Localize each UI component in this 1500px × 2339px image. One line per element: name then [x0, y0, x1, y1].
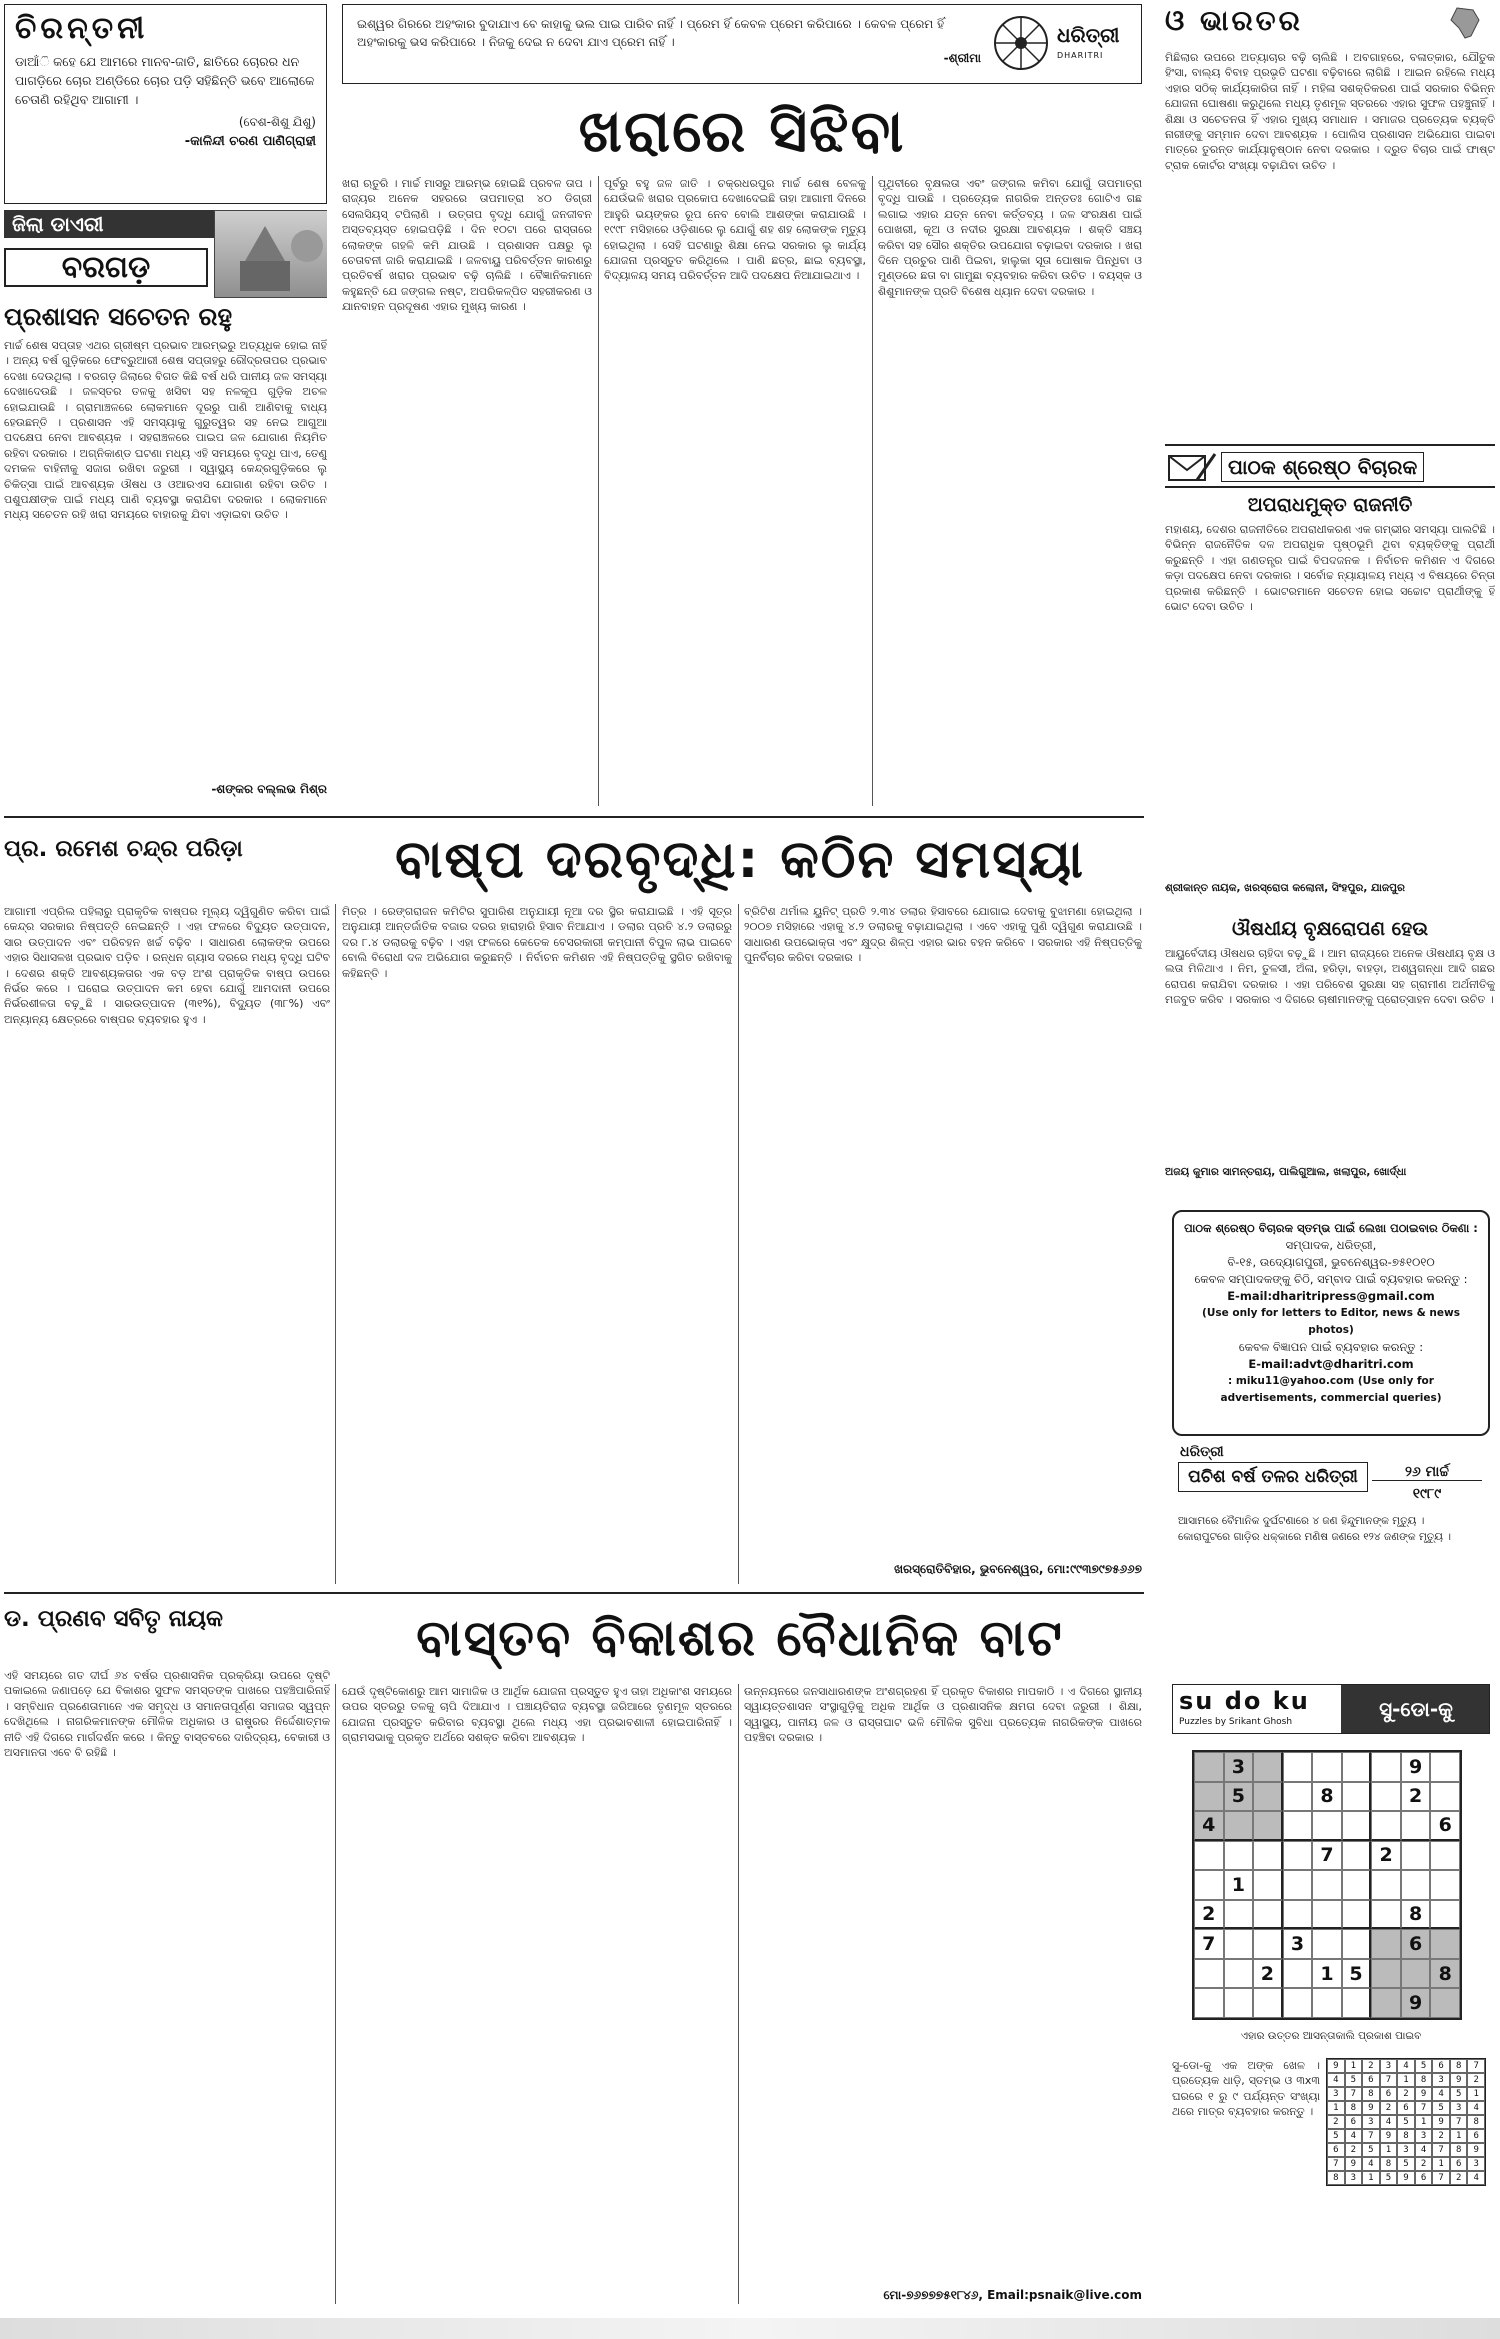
sudoku-cell[interactable]: [1430, 1782, 1460, 1812]
article-bashpa-title: ବାଷ୍ପ ଦରବୃଦ୍ଧି: କଠିନ ସମସ୍ୟା: [395, 830, 1085, 890]
sudoku-solution-cell: 5: [1450, 2087, 1468, 2101]
sudoku-solution-cell: 1: [1415, 2115, 1433, 2129]
sudoku-cell[interactable]: [1283, 1811, 1313, 1841]
sudoku-solution-cell: 1: [1362, 2171, 1380, 2185]
sudoku-solution-cell: 3: [1415, 2129, 1433, 2143]
sudoku-cell[interactable]: [1194, 1959, 1224, 1989]
sudoku-solution-cell: 8: [1362, 2087, 1380, 2101]
contact-line-2: ସମ୍ପାଦକ, ଧରିତ୍ରୀ,: [1285, 1238, 1377, 1252]
logo-sub: DHARITRI: [1057, 51, 1104, 60]
sudoku-cell[interactable]: [1312, 1988, 1342, 2018]
sudoku-cell[interactable]: [1371, 1782, 1401, 1812]
sudoku-solution-cell: 8: [1415, 2073, 1433, 2087]
sudoku-solution-cell: 5: [1327, 2129, 1345, 2143]
sudoku-solution-cell: 2: [1415, 2157, 1433, 2171]
sudoku-cell[interactable]: [1312, 1900, 1342, 1930]
sudoku-solution-cell: 2: [1327, 2115, 1345, 2129]
sudoku-solution-cell: 1: [1467, 2087, 1485, 2101]
sudoku-cell[interactable]: [1194, 1782, 1224, 1812]
sudoku-cell[interactable]: [1371, 1870, 1401, 1900]
article-bashpa-sig: ଖରସ୍ରୋତିବିହାର, ଭୁବନେଶ୍ୱର, ମୋ:୯୯୩୭୯୭୫୬୬୭: [894, 1562, 1142, 1576]
sudoku-solution-cell: 7: [1415, 2101, 1433, 2115]
contact-line-3: ବି-୧୫, ଉଦ୍ୟୋଗପୁରୀ, ଭୁବନେଶ୍ୱର-୭୫୧୦୧୦: [1227, 1255, 1435, 1269]
letter-1-author: ଶ୍ରୀକାନ୍ତ ନାୟକ, ଖରସ୍ରୋତା କଲୋନୀ, ସିଂହପୁର, ଯାଜପୁର: [1165, 882, 1405, 894]
sudoku-cell[interactable]: [1371, 1752, 1401, 1782]
sudoku-cell[interactable]: [1342, 1900, 1372, 1930]
sudoku-cell[interactable]: [1283, 1900, 1313, 1930]
letter-2-author: ଅଜୟ କୁମାର ସାମନ୍ତରାୟ, ପାଲିଗୁଆଲ, ଖଲାପୁର, ଖୋର୍ଦ୍ଧା: [1165, 1166, 1407, 1178]
sudoku-solution-cell: 3: [1362, 2115, 1380, 2129]
pachisha-date-2: ୧୯୮୯: [1412, 1486, 1442, 1502]
sudoku-solution-cell: 9: [1450, 2073, 1468, 2087]
sudoku-cell[interactable]: [1283, 1988, 1313, 2018]
sudoku-cell[interactable]: [1430, 1988, 1460, 2018]
article-kharare-col2: ପୂର୍ବରୁ ବହୁ ଜଳ ଜାତି । ଚକ୍ରଧରପୁର ମାର୍ଚ୍ଚ ଶେଷ ବେଳକୁ ଯେଉଁଭଳି ଖରାର ପ୍ରକୋପ ଦେଖାଦେଇଛି ତାହା ଆଗାମୀ ଦିନରେ ଆହୁରି ଭୟଙ୍କର ରୂପ ନେବ ବୋଲି ଆଶଙ୍କା କରାଯାଉଛି । ୧୯୯୮ ମସିହାରେ ଓଡ଼ିଶାରେ ଲୁ ଯୋଗୁଁ ଶହ ଶହ ଲୋକଙ୍କ ମୃତ୍ୟୁ ହୋଇଥିଲା । ସେହି ଘଟଣାରୁ ଶିକ୍ଷା ନେଇ ସରକାର ଲୁ କାର୍ଯ୍ୟ ଯୋଜନା ପ୍ରସ୍ତୁତ କରିଥିଲେ । ପାଣି ଛତ୍ର, ଛାଇ ବ୍ୟବସ୍ଥା, ବିଦ୍ୟାଳୟ ସମୟ ପରିବର୍ତ୍ତନ ଆଦି ପଦକ୍ଷେପ ନିଆଯାଇଥାଏ ।: [604, 177, 866, 283]
sudoku-solution-cell: 7: [1362, 2129, 1380, 2143]
sudoku-cell[interactable]: [1283, 1959, 1313, 1989]
pachisha-date-1: ୨୬ ମାର୍ଚ୍ଚ: [1372, 1464, 1482, 1481]
bharat-column-body: ମିଛିଲାର ଉପରେ ଅତ୍ୟାଚାର ବଢ଼ି ଚାଲିଛି । ଅବଗାହରେ, ବଳାତ୍କାର, ଯୌତୁକ ହିଂସା, ବାଲ୍ୟ ବିବାହ ପ୍ରଭୃତି ଘଟଣା ବଢ଼ିବାରେ ଲାଗିଛି । ଆଇନ ରହିଲେ ମଧ୍ୟ ଏହାର ସଠିକ୍ କାର୍ଯ୍ୟକାରିତା ନାହିଁ । ମହିଳା ସଶକ୍ତିକରଣ ପାଇଁ ସରକାର ବିଭିନ୍ନ ଯୋଜନା ଘୋଷଣା କରୁଥିଲେ ମଧ୍ୟ ତୃଣମୂଳ ସ୍ତରରେ ଏହାର ସୁଫଳ ପହଞ୍ଚୁନାହିଁ । ଶିକ୍ଷା ଓ ସଚେତନତା ହିଁ ଏହାର ମୁଖ୍ୟ ସମାଧାନ । ସମାଜର ପ୍ରତ୍ୟେକ ବ୍ୟକ୍ତି ନାରୀଙ୍କୁ ସମ୍ମାନ ଦେବା ଆବଶ୍ୟକ । ପୋଲିସ ପ୍ରଶାସନ ଅଭିଯୋଗ ପାଇବା ମାତ୍ରେ ତୁରନ୍ତ କାର୍ଯ୍ୟାନୁଷ୍ଠାନ ନେବା ଦରକାର । ଦ୍ରୁତ ବିଚାର ପାଇଁ ଫାଷ୍ଟ ଟ୍ରାକ କୋର୍ଟର ସଂଖ୍ୟା ବଢ଼ାଯିବା ଉଚିତ ।: [1165, 51, 1495, 172]
sudoku-cell[interactable]: [1194, 1841, 1224, 1871]
column-divider: [872, 176, 873, 806]
article-prashasan-author: -ଶଙ୍କର ବଲ୍ଲଭ ମିଶ୍ର: [211, 782, 327, 796]
sudoku-solution-cell: 3: [1432, 2073, 1450, 2087]
contact-line-4: କେବଳ ସମ୍ପାଦକଙ୍କୁ ଚିଠି, ସମ୍ବାଦ ପାଇଁ ବ୍ୟବହାର କରନ୍ତୁ :: [1194, 1272, 1468, 1286]
sudoku-solution-cell: 3: [1467, 2157, 1485, 2171]
sudoku-solution-cell: 6: [1362, 2073, 1380, 2087]
article-kharare-col1: ଖରା ଋତୁରି । ମାର୍ଚ୍ଚ ମାସରୁ ଆରମ୍ଭ ହୋଇଛି ପ୍ରବଳ ତାପ । ରାଜ୍ୟର ଅନେକ ସହରରେ ତାପମାତ୍ରା ୪୦ ଡିଗ୍ରୀ ସେଲସିୟସ୍ ଟପିଲାଣି । ଉତ୍ତାପ ବୃଦ୍ଧି ଯୋଗୁଁ ଜନଜୀବନ ଅସ୍ତବ୍ୟସ୍ତ ହୋଇପଡ଼ିଛି । ଦିନ ୧୦ଟା ପରେ ରାସ୍ତାରେ ଲୋକଙ୍କ ଗହଳି କମି ଯାଉଛି । ପ୍ରଶାସନ ପକ୍ଷରୁ ଲୁ ଚେତାବନୀ ଜାରି କରାଯାଇଛି । ଜଳବାୟୁ ପରିବର୍ତ୍ତନ କାରଣରୁ ପ୍ରତିବର୍ଷ ଖରାର ପ୍ରଭାବ ବଢ଼ି ଚାଲିଛି । ବୈଜ୍ଞାନିକମାନେ କହୁଛନ୍ତି ଯେ ଜଙ୍ଗଲ ନଷ୍ଟ, ଅପରିକଳ୍ପିତ ସହରୀକରଣ ଓ ଯାନବାହନ ପ୍ରଦୂଷଣ ଏହାର ମୁଖ୍ୟ କାରଣ ।: [342, 177, 592, 314]
contact-email-2[interactable]: E-mail:advt@dharitri.com: [1248, 1357, 1414, 1371]
sudoku-cell[interactable]: [1430, 1900, 1460, 1930]
sudoku-cell[interactable]: [1401, 1959, 1431, 1989]
sudoku-cell[interactable]: [1430, 1841, 1460, 1871]
sudoku-cell[interactable]: [1253, 1988, 1283, 2018]
article-bastava-sig: ମୋ-୭୬୭୭୭୫୧୮୪୬, Email:psnaik@live.com: [883, 2288, 1142, 2302]
sudoku-cell[interactable]: [1253, 1841, 1283, 1871]
sudoku-solution-cell: 2: [1432, 2129, 1450, 2143]
sudoku-header: [1172, 1684, 1490, 1734]
sudoku-cell[interactable]: 5: [1224, 1782, 1254, 1812]
sudoku-solution-cell: 1: [1397, 2073, 1415, 2087]
sudoku-solution-cell: 5: [1397, 2157, 1415, 2171]
letter-1-title: ଅପରାଧମୁକ୍ତ ରାଜନୀତି: [1247, 494, 1413, 516]
sudoku-cell[interactable]: [1342, 1988, 1372, 2018]
chirantani-quote: ଡାଆଁି କହେ ଯେ ଆମରେ ମାନବ-ଜାତି, ଛାତିରେ ଚୋରର ଧନ ପାଗଡ଼ିରେ ଚୋର ଅଣ୍ଡିରେ ଚୋର ପଡ଼ି ସହିଛିନ୍ତି ଭବେ ଆଲୋକେ ଚେତାଣି ରହିଥିବ ଆଗାମୀ ।: [15, 54, 315, 107]
sudoku-cell[interactable]: [1312, 1929, 1342, 1959]
sudoku-cell[interactable]: 6: [1430, 1811, 1460, 1841]
contact-email-1[interactable]: E-mail:dharitripress@gmail.com: [1227, 1289, 1435, 1303]
sudoku-solution-cell: 8: [1327, 2171, 1345, 2185]
sudoku-solution-cell: 1: [1380, 2143, 1398, 2157]
chirantani-title: ଚିରନ୍ତନୀ: [15, 11, 149, 46]
sudoku-cell[interactable]: [1283, 1841, 1313, 1871]
sudoku-cell[interactable]: 1: [1312, 1959, 1342, 1989]
sudoku-solution-cell: 5: [1432, 2101, 1450, 2115]
oo-bharat-title: ଓ ଭାରତର: [1165, 4, 1303, 37]
sudoku-solution-cell: 8: [1380, 2157, 1398, 2171]
quote-banner-author: -ଶ୍ରୀମା: [943, 51, 981, 65]
column-divider: [738, 1684, 739, 2304]
sudoku-cell[interactable]: [1312, 1752, 1342, 1782]
logo-name: ଧରିତ୍ରୀ: [1057, 23, 1120, 47]
article-bastava-col2: ଯେଉଁ ଦୃଷ୍ଟିକୋଣରୁ ଆମ ସାମାଜିକ ଓ ଆର୍ଥିକ ଯୋଜନା ପ୍ରସ୍ତୁତ ହୁଏ ତାହା ଅଧିକାଂଶ ସମୟରେ ଉପର ସ୍ତରରୁ ତଳକୁ ଚାପି ଦିଆଯାଏ । ପଞ୍ଚାୟତିରାଜ ବ୍ୟବସ୍ଥା ଜରିଆରେ ତୃଣମୂଳ ସ୍ତରରେ ଯୋଜନା ପ୍ରସ୍ତୁତ କରିବାର ବ୍ୟବସ୍ଥା ଥିଲେ ମଧ୍ୟ ଏହା ପ୍ରଭାବଶାଳୀ ହୋଇପାରିନାହିଁ । ଗ୍ରାମସଭାକୁ ପ୍ରକୃତ ଅର୍ଥରେ ସଶକ୍ତ କରିବା ଆବଶ୍ୟକ ।: [342, 1685, 732, 1745]
sudoku-logo: su do ku: [1179, 1687, 1310, 1715]
sudoku-solution-cell: 8: [1467, 2115, 1485, 2129]
sudoku-solution-cell: 7: [1432, 2143, 1450, 2157]
sudoku-cell[interactable]: 5: [1342, 1959, 1372, 1989]
sudoku-cell[interactable]: [1224, 1811, 1254, 1841]
article-bashpa-col2: ମିତ୍ର । ରେଙ୍ଗରାଜନ କମିଟିର ସୁପାରିଶ ଅନୁଯାୟୀ ନୂଆ ଦର ସ୍ଥିର କରାଯାଇଛି । ଏହି ସୂତ୍ର ଅନୁଯାୟୀ ଆନ୍ତର୍ଜାତିକ ବଜାର ଦରର ହାରାହାରି ହିସାବ ନିଆଯାଏ । ଡଲାର ପ୍ରତି ୪.୨ ଡଲାରରୁ ଦର ୮.୪ ଡଲାରକୁ ବଢ଼ିବ । ଏହା ଫଳରେ କେତେକ ବେସରକାରୀ କମ୍ପାନୀ ବିପୁଳ ଲାଭ ପାଇବେ ବୋଲି ବିରୋଧୀ ଦଳ ଅଭିଯୋଗ କରୁଛନ୍ତି । ନିର୍ବାଚନ କମିଶନ ଏହି ନିଷ୍ପତ୍ତିକୁ ସ୍ଥଗିତ ରଖିବାକୁ କହିଛନ୍ତି ।: [342, 905, 732, 980]
sudoku-cell[interactable]: 9: [1401, 1988, 1431, 2018]
sudoku-cell[interactable]: [1371, 1988, 1401, 2018]
sudoku-solution-cell: 4: [1432, 2087, 1450, 2101]
sudoku-cell[interactable]: [1283, 1782, 1313, 1812]
sudoku-solution-cell: 7: [1345, 2087, 1363, 2101]
sudoku-cell[interactable]: [1224, 1929, 1254, 1959]
sudoku-solution-cell: 7: [1327, 2157, 1345, 2171]
sudoku-cell[interactable]: [1401, 1841, 1431, 1871]
district-photo: [214, 210, 327, 298]
sudoku-solution-cell: 6: [1467, 2129, 1485, 2143]
sudoku-solution-cell: 2: [1397, 2087, 1415, 2101]
sudoku-solution-cell: 1: [1450, 2129, 1468, 2143]
headline-main: ଖରାରେ ସିଝିବା: [578, 97, 906, 165]
sudoku-cell[interactable]: 1: [1224, 1870, 1254, 1900]
sudoku-cell[interactable]: [1371, 1959, 1401, 1989]
sudoku-solution-cell: 5: [1380, 2171, 1398, 2185]
sudoku-cell[interactable]: [1224, 1900, 1254, 1930]
column-divider: [738, 904, 739, 1584]
chirantani-author: -କାଳିନ୍ଦୀ ଚରଣ ପାଣିଗ୍ରାହୀ: [184, 134, 316, 149]
chirantani-box: [4, 4, 327, 204]
sudoku-cell[interactable]: 7: [1312, 1841, 1342, 1871]
sudoku-solution-cell: 4: [1467, 2171, 1485, 2185]
sudoku-solution-cell: 5: [1415, 2059, 1433, 2073]
sudoku-cell[interactable]: 3: [1224, 1752, 1254, 1782]
envelope-pen-icon: [1167, 450, 1217, 484]
sudoku-solution-cell: 9: [1327, 2059, 1345, 2073]
sudoku-cell[interactable]: [1194, 1988, 1224, 2018]
article-prashasan: [4, 300, 327, 810]
sudoku-solution-cell: 1: [1327, 2101, 1345, 2115]
sudoku-solution-cell: 6: [1380, 2087, 1398, 2101]
sudoku-cell[interactable]: [1371, 1929, 1401, 1959]
sudoku-cell[interactable]: [1283, 1870, 1313, 1900]
sudoku-solution-cell: 5: [1397, 2115, 1415, 2129]
sudoku-cell[interactable]: [1253, 1752, 1283, 1782]
column-divider: [335, 1684, 336, 2304]
oo-bharat-header: [1165, 4, 1495, 46]
sudoku-cell[interactable]: 6: [1401, 1929, 1431, 1959]
pachisha-item-1: ଆସାମରେ ବୈମାନିକ ଦୁର୍ଘଟଣାରେ ୪ ଜଣ ହିନ୍ଦୁମାନଙ୍କ ମୃତ୍ୟୁ ।: [1178, 1515, 1425, 1527]
sudoku-cell[interactable]: 7: [1194, 1929, 1224, 1959]
sudoku-cell[interactable]: [1253, 1929, 1283, 1959]
sudoku-solution-cell: 6: [1432, 2059, 1450, 2073]
chirantani-source: (ବେଶ-ଶିଶୁ ଯିଶୁ): [238, 115, 316, 129]
sudoku-odia-title: ସୁ-ଡୋ-କୁ: [1341, 1685, 1490, 1733]
letter-1-body: ମହାଶୟ, ଦେଶର ରାଜନୀତିରେ ଅପରାଧୀକରଣ ଏକ ଗମ୍ଭୀର ସମସ୍ୟା ପାଲଟିଛି । ବିଭିନ୍ନ ରାଜନୈତିକ ଦଳ ଅପରାଧିକ ପୃଷ୍ଠଭୂମି ଥିବା ବ୍ୟକ୍ତିଙ୍କୁ ପ୍ରାର୍ଥୀ କରୁଛନ୍ତି । ଏହା ଗଣତନ୍ତ୍ର ପାଇଁ ବିପଦଜନକ । ନିର୍ବାଚନ କମିଶନ ଏ ଦିଗରେ କଡ଼ା ପଦକ୍ଷେପ ନେବା ଦରକାର । ସର୍ବୋଚ୍ଚ ନ୍ୟାୟାଳୟ ମଧ୍ୟ ଏ ବିଷୟରେ ଚିନ୍ତା ପ୍ରକାଶ କରିଛନ୍ତି । ଭୋଟରମାନେ ସଚେତନ ହୋଇ ସଚ୍ଚୋଟ ପ୍ରାର୍ଥୀଙ୍କୁ ହିଁ ଭୋଟ ଦେବା ଉଚିତ ।: [1165, 523, 1495, 614]
sudoku-cell[interactable]: [1342, 1811, 1372, 1841]
letter-2-title: ଔଷଧୀୟ ବୃକ୍ଷରୋପଣ ହେଉ: [1231, 918, 1429, 940]
contact-line-5: କେବଳ ବିଜ୍ଞାପନ ପାଇଁ ବ୍ୟବହାର କରନ୍ତୁ :: [1238, 1340, 1424, 1354]
article-prashasan-body: ମାର୍ଚ୍ଚ ଶେଷ ସପ୍ତାହ ଏଥର ଗ୍ରୀଷ୍ମ ପ୍ରଭାବ ଆରମ୍ଭରୁ ଅତ୍ୟଧିକ ହୋଇ ନାହିଁ । ଅନ୍ୟ ବର୍ଷ ଗୁଡ଼ିକରେ ଫେବ୍ରୁଆରୀ ଶେଷ ସପ୍ତାହରୁ ରୌଦ୍ରତାପର ପ୍ରଭାବ ଦେଖା ଦେଉଥିଲା । ବରଗଡ଼ ଜିଲାରେ ବିଗତ କିଛି ବର୍ଷ ଧରି ପାନୀୟ ଜଳ ସମସ୍ୟା ଦେଖାଦେଉଛି । ଜଳସ୍ତର ତଳକୁ ଖସିବା ସହ ନଳକୂପ ଗୁଡ଼ିକ ଅଚଳ ହୋଇଯାଉଛି । ଗ୍ରାମାଞ୍ଚଳରେ ଲୋକମାନେ ଦୂରରୁ ପାଣି ଆଣିବାକୁ ବାଧ୍ୟ ହେଉଛନ୍ତି । ପ୍ରଶାସନ ଏହି ସମସ୍ୟାକୁ ଗୁରୁତ୍ୱର ସହ ନେଇ ଆଗୁଆ ପଦକ୍ଷେପ ନେବା ଆବଶ୍ୟକ । ସହରାଞ୍ଚଳରେ ପାଇପ ଜଳ ଯୋଗାଣ ନିୟମିତ ରହିବା ଦରକାର । ଅଗ୍ନିକାଣ୍ଡ ଘଟଣା ମଧ୍ୟ ଏହି ସମୟରେ ବୃଦ୍ଧି ପାଏ, ତେଣୁ ଦମକଳ ବାହିନୀକୁ ସଜାଗ ରଖିବା ଜରୁରୀ । ସ୍ୱାସ୍ଥ୍ୟ କେନ୍ଦ୍ରଗୁଡ଼ିକରେ ଲୁ ଚିକିତ୍ସା ପାଇଁ ଆବଶ୍ୟକ ଔଷଧ ଓ ଓଆରଏସ ଯୋଗାଣ ରହିବା ଉଚିତ । ପଶୁପକ୍ଷୀଙ୍କ ପାଇଁ ମଧ୍ୟ ପାଣି ବ୍ୟବସ୍ଥା କରାଯିବା ଦରକାର । ଲୋକମାନେ ମଧ୍ୟ ସଚେତନ ରହି ଖରା ସମୟରେ ବାହାରକୁ ଯିବା ଏଡ଼ାଇବା ଉଚିତ ।: [4, 339, 327, 522]
sudoku-solution-cell: 4: [1345, 2129, 1363, 2143]
sudoku-cell[interactable]: 2: [1401, 1782, 1431, 1812]
sudoku-solution-cell: 3: [1345, 2171, 1363, 2185]
district-label: ଜିଲା ଡାଏରୀ: [4, 210, 220, 238]
sudoku-cell[interactable]: [1224, 1841, 1254, 1871]
sudoku-cell[interactable]: 8: [1401, 1900, 1431, 1930]
sudoku-solution-cell: 2: [1362, 2059, 1380, 2073]
sudoku-solution-cell: 7: [1467, 2059, 1485, 2073]
sudoku-solution-cell: 1: [1432, 2157, 1450, 2171]
sudoku-byline: Puzzles by Srikant Ghosh: [1179, 1717, 1293, 1727]
sudoku-answer-note: ଏହାର ଉତ୍ତର ଆସନ୍ତାକାଲି ପ୍ରକାଶ ପାଇବ: [1240, 2030, 1422, 2042]
sudoku-solution-cell: 6: [1345, 2115, 1363, 2129]
sudoku-cell[interactable]: 8: [1312, 1782, 1342, 1812]
section-divider: [4, 816, 1144, 818]
letter-2-body: ଆୟୁର୍ବେଦୀୟ ଔଷଧର ଚାହିଦା ବଢ଼ୁଛି । ଆମ ରାଜ୍ୟରେ ଅନେକ ଔଷଧୀୟ ବୃକ୍ଷ ଓ ଲତା ମିଳିଥାଏ । ନିମ, ତୁଳସୀ, ଅଁଳା, ହରିଡ଼ା, ବାହଡ଼ା, ଅଶ୍ୱଗନ୍ଧା ଆଦି ଗଛର ରୋପଣ କରାଯିବା ଦରକାର । ଏହା ପରିବେଶ ସୁରକ୍ଷା ସହ ଗ୍ରାମୀଣ ଅର୍ଥନୀତିକୁ ମଜବୁତ କରିବ । ସରକାର ଏ ଦିଗରେ ଚାଷୀମାନଙ୍କୁ ପ୍ରୋତ୍ସାହନ ଦେବା ଉଚିତ ।: [1165, 947, 1495, 1007]
sudoku-solution-cell: 2: [1467, 2073, 1485, 2087]
sudoku-solution-cell: 6: [1415, 2171, 1433, 2185]
sudoku-instructions: ସୁ-ଡୋ-କୁ ଏକ ଅଙ୍କ ଖେଳ । ପ୍ରତ୍ୟେକ ଧାଡ଼ି, ସ୍ତମ୍ଭ ଓ ୩x୩ ଘରରେ ୧ ରୁ ୯ ପର୍ଯ୍ୟନ୍ତ ସଂଖ୍ୟା ଥରେ ମାତ୍ର ବ୍ୟବହାର କରନ୍ତୁ ।: [1172, 2059, 1320, 2119]
sudoku-cell[interactable]: [1342, 1782, 1372, 1812]
temple-photo-icon: [215, 211, 327, 297]
sudoku-solution-cell: 3: [1380, 2059, 1398, 2073]
sudoku-solution-cell: 4: [1397, 2059, 1415, 2073]
sudoku-solution-cell: 9: [1380, 2129, 1398, 2143]
sudoku-cell[interactable]: 9: [1401, 1752, 1431, 1782]
sudoku-solution-cell: 1: [1345, 2059, 1363, 2073]
sudoku-cell[interactable]: [1312, 1870, 1342, 1900]
sudoku-solution-cell: 9: [1362, 2101, 1380, 2115]
bottom-scan-bar: [0, 2318, 1500, 2339]
pachisha-box: [1172, 1444, 1490, 1554]
pachisha-label: ପଚିଶ ବର୍ଷ ତଳର ଧରିତ୍ରୀ: [1178, 1462, 1368, 1492]
sudoku-solution-cell: 8: [1450, 2143, 1468, 2157]
sudoku-cell[interactable]: [1342, 1929, 1372, 1959]
sudoku-solution-cell: 8: [1450, 2059, 1468, 2073]
sudoku-solution-cell: 4: [1327, 2073, 1345, 2087]
chakra-icon: [991, 13, 1051, 73]
sudoku-solution-cell: 9: [1345, 2157, 1363, 2171]
contact-note-2: advertisements, commercial queries): [1220, 1392, 1442, 1404]
sudoku-solution-cell: 8: [1397, 2129, 1415, 2143]
sudoku-cell[interactable]: [1253, 1782, 1283, 1812]
sudoku-cell[interactable]: [1342, 1870, 1372, 1900]
letter-1: [1165, 494, 1495, 914]
sudoku-solution-cell: 9: [1397, 2171, 1415, 2185]
sudoku-cell[interactable]: [1430, 1752, 1460, 1782]
article-bashpa-author: ପ୍ର. ରମେଶ ଚନ୍ଦ୍ର ପରିଡ଼ା: [4, 836, 243, 862]
sudoku-solution-cell: 3: [1397, 2143, 1415, 2157]
sudoku-solution-cell: 2: [1380, 2101, 1398, 2115]
sudoku-cell[interactable]: 8: [1430, 1959, 1460, 1989]
sudoku-cell[interactable]: 2: [1194, 1900, 1224, 1930]
sudoku-solution-cell: 9: [1415, 2087, 1433, 2101]
sudoku-cell[interactable]: [1224, 1959, 1254, 1989]
sudoku-cell[interactable]: [1371, 1900, 1401, 1930]
contact-box: [1172, 1210, 1490, 1436]
sudoku-cell[interactable]: [1253, 1870, 1283, 1900]
sudoku-cell[interactable]: [1342, 1752, 1372, 1782]
quote-banner: [342, 4, 1142, 84]
sudoku-cell[interactable]: [1283, 1752, 1313, 1782]
sudoku-cell[interactable]: 2: [1253, 1959, 1283, 1989]
sudoku-cell[interactable]: 2: [1371, 1841, 1401, 1871]
section-divider: [4, 1592, 1144, 1594]
article-bastava-col1: ଏହି ସମୟରେ ଗତ ଦୀର୍ଘ ୬୪ ବର୍ଷର ପ୍ରଶାସନିକ ପ୍ରକ୍ରିୟା ଉପରେ ଦୃଷ୍ଟି ପକାଇଲେ ଜଣାପଡ଼େ ଯେ ବିକାଶର ସୁଫଳ ସମସ୍ତଙ୍କ ପାଖରେ ପହଞ୍ଚିପାରିନାହିଁ । ସମ୍ବିଧାନ ପ୍ରଣେତାମାନେ ଏକ ସମୃଦ୍ଧ ଓ ସମାନତାପୂର୍ଣ୍ଣ ସମାଜର ସ୍ୱପ୍ନ ଦେଖିଥିଲେ । ନାଗରିକମାନଙ୍କ ମୌଳିକ ଅଧିକାର ଓ ରାଷ୍ଟ୍ରର ନିର୍ଦ୍ଦେଶାତ୍ମକ ନୀତି ଏହି ଦିଗରେ ମାର୍ଗଦର୍ଶନ କରେ । କିନ୍ତୁ ବାସ୍ତବରେ ଦାରିଦ୍ର୍ୟ, ବେକାରୀ ଓ ଅସମାନତା ଏବେ ବି ରହିଛି ।: [4, 1669, 330, 1760]
sudoku-solution-cell: 8: [1345, 2101, 1363, 2115]
sudoku-cell[interactable]: [1253, 1811, 1283, 1841]
sudoku-solution-cell: 5: [1362, 2143, 1380, 2157]
sudoku-solution-grid: [1326, 2058, 1486, 2186]
article-bashpa-col1: ଆଗାମୀ ଏପ୍ରିଲ ପହିଲାରୁ ପ୍ରାକୃତିକ ବାଷ୍ପର ମୂଲ୍ୟ ଦ୍ୱିଗୁଣିତ କରିବା ପାଇଁ କେନ୍ଦ୍ର ସରକାର ନିଷ୍ପତ୍ତି ନେଇଛନ୍ତି । ଏହା ଫଳରେ ବିଦ୍ୟୁତ ଉତ୍ପାଦନ, ସାର ଉତ୍ପାଦନ ଏବଂ ପରିବହନ ଖର୍ଚ୍ଚ ବଢ଼ିବ । ସାଧାରଣ ଲୋକଙ୍କ ଉପରେ ଏହାର ସିଧାସଳଖ ପ୍ରଭାବ ପଡ଼ିବ । ରନ୍ଧନ ଗ୍ୟାସ ଦରରେ ମଧ୍ୟ ବୃଦ୍ଧି ଘଟିବ । ଦେଶର ଶକ୍ତି ଆବଶ୍ୟକତାର ଏକ ବଡ଼ ଅଂଶ ପ୍ରାକୃତିକ ବାଷ୍ପ ଉପରେ ନିର୍ଭର କରେ । ଘରୋଇ ଉତ୍ପାଦନ କମ ହେବା ଯୋଗୁଁ ଆମଦାନୀ ଉପରେ ନିର୍ଭରଶୀଳତା ବଢ଼ୁଛି । ସାରଉତ୍ପାଦନ (୩୧%), ବିଦ୍ୟୁତ (୩୮%) ଏବଂ ଅନ୍ୟାନ୍ୟ କ୍ଷେତ୍ରରେ ବାଷ୍ପର ବ୍ୟବହାର ହୁଏ ।: [4, 905, 330, 1026]
sudoku-solution-cell: 9: [1432, 2115, 1450, 2129]
sudoku-cell[interactable]: [1253, 1900, 1283, 1930]
pathaka-title: ପାଠକ ଶ୍ରେଷ୍ଠ ବିଚାରକ: [1221, 452, 1424, 482]
sudoku-cell[interactable]: [1430, 1929, 1460, 1959]
sudoku-cell[interactable]: [1401, 1870, 1431, 1900]
contact-email-3[interactable]: : miku11@yahoo.com (Use only for: [1228, 1375, 1434, 1387]
pachisha-logo: ଧରିତ୍ରୀ: [1180, 1444, 1224, 1460]
article-kharare-col3: ପୃଥିବୀରେ ବୃକ୍ଷଲତା ଏବଂ ଜଙ୍ଗଲ କମିବା ଯୋଗୁଁ ତାପମାତ୍ରା ବୃଦ୍ଧି ପାଉଛି । ପ୍ରତ୍ୟେକ ନାଗରିକ ଅନ୍ତତଃ ଗୋଟିଏ ଗଛ ଲଗାଇ ଏହାର ଯତ୍ନ ନେବା କର୍ତ୍ତବ୍ୟ । ଜଳ ସଂରକ୍ଷଣ ପାଇଁ ପୋଖରୀ, କୂଅ ଓ ନଦୀର ସୁରକ୍ଷା ଆବଶ୍ୟକ । ଶକ୍ତି ସଞ୍ଚୟ କରିବା ସହ ସୌର ଶକ୍ତିର ଉପଯୋଗ ବଢ଼ାଇବା ଦରକାର । ଖରା ଦିନେ ପ୍ରଚୁର ପାଣି ପିଇବା, ହାଲୁକା ସୂତା ପୋଷାକ ପିନ୍ଧିବା ଓ ମୁଣ୍ଡରେ ଛତା ବା ଗାମୁଛା ବ୍ୟବହାର କରିବା ଉଚିତ । ବୟସ୍କ ଓ ଶିଶୁମାନଙ୍କ ପ୍ରତି ବିଶେଷ ଧ୍ୟାନ ଦେବା ଦରକାର ।: [878, 177, 1142, 298]
article-bastava-col3: ଉନ୍ନୟନରେ ଜନସାଧାରଣଙ୍କ ଅଂଶଗ୍ରହଣ ହିଁ ପ୍ରକୃତ ବିକାଶର ମାପକାଠି । ଏ ଦିଗରେ ସ୍ଥାନୀୟ ସ୍ୱାୟତ୍ତଶାସନ ସଂସ୍ଥାଗୁଡ଼ିକୁ ଅଧିକ ଆର୍ଥିକ ଓ ପ୍ରଶାସନିକ କ୍ଷମତା ଦେବା ଜରୁରୀ । ଶିକ୍ଷା, ସ୍ୱାସ୍ଥ୍ୟ, ପାନୀୟ ଜଳ ଓ ରାସ୍ତାଘାଟ ଭଳି ମୌଳିକ ସୁବିଧା ପ୍ରତ୍ୟେକ ନାଗରିକଙ୍କ ପାଖରେ ପହଞ୍ଚିବା ଦରକାର ।: [744, 1685, 1142, 1745]
column-divider: [598, 176, 599, 806]
sudoku-cell[interactable]: [1224, 1988, 1254, 2018]
sudoku-grid[interactable]: [1192, 1750, 1462, 2020]
article-bastava-author: ଡ. ପ୍ରଣବ ସବିତୃ ନାୟକ: [4, 1606, 224, 1632]
sudoku-solution-cell: 5: [1345, 2073, 1363, 2087]
article-bastava-title: ବାସ୍ତବ ବିକାଶର ବୈଧାନିକ ବାଟ: [416, 1609, 1064, 1667]
quote-banner-text: ଇଶ୍ୱର ଗିରରେ ଅହଂକାର ବୁଦାଯାଏ ବେ କାହାକୁ ଭଲ ପାଇ ପାରିବ ନାହିଁ । ପ୍ରେମ ହିଁ କେବଳ ପ୍ରେମ କରିପାରେ । କେବଳ ପ୍ରେମ ହିଁ ଅହଂକାରକୁ ଭସ କରିପାରେ । ନିଜକୁ ଦେଇ ନ ଦେବା ଯାଏ ପ୍ରେମ ନାହିଁ ।: [357, 17, 945, 49]
india-map-icon: [1445, 6, 1485, 40]
sudoku-solution-cell: 3: [1450, 2101, 1468, 2115]
sudoku-solution-cell: 2: [1345, 2143, 1363, 2157]
sudoku-cell[interactable]: [1430, 1870, 1460, 1900]
sudoku-solution-cell: 7: [1380, 2073, 1398, 2087]
pathaka-header: [1165, 444, 1495, 488]
dharitri-logo: [991, 13, 1131, 75]
article-bashpa-col3: ବ୍ରିଟିଶ ଥର୍ମାଲ ୟୁନିଟ୍ ପ୍ରତି ୨.୩୪ ଡଲାର ହିସାବରେ ଯୋଗାଇ ଦେବାକୁ ବୁଝାମଣା ହୋଇଥିଲା । ୨୦୦୭ ମସିହାରେ ଏହାକୁ ୪.୨ ଡଲାରକୁ ବଢ଼ାଯାଇଥିଲା । ଏବେ ଏହାକୁ ପୁଣି ଦ୍ୱିଗୁଣ କରାଯାଉଛି । ସାଧାରଣ ଉପଭୋକ୍ତା ଏବଂ କ୍ଷୁଦ୍ର ଶିଳ୍ପ ଏହାର ଭାର ବହନ କରିବେ । ସରକାର ଏହି ନିଷ୍ପତ୍ତିକୁ ପୁନର୍ବିଚାର କରିବା ଦରକାର ।: [744, 905, 1142, 965]
contact-note-1: (Use only for letters to Editor, news & news photos): [1202, 1307, 1460, 1336]
sudoku-solution-cell: 7: [1432, 2171, 1450, 2185]
sudoku-solution-cell: 6: [1450, 2157, 1468, 2171]
sudoku-cell[interactable]: [1401, 1811, 1431, 1841]
sudoku-solution-cell: 4: [1467, 2101, 1485, 2115]
sudoku-cell[interactable]: [1342, 1841, 1372, 1871]
sudoku-solution-cell: 3: [1327, 2087, 1345, 2101]
sudoku-cell[interactable]: 4: [1194, 1811, 1224, 1841]
sudoku-solution-cell: 9: [1467, 2143, 1485, 2157]
district-diary: [4, 210, 327, 298]
letter-2: [1165, 918, 1495, 1198]
sudoku-solution-cell: 6: [1397, 2101, 1415, 2115]
sudoku-cell[interactable]: [1194, 1870, 1224, 1900]
district-name: ବରଗଡ଼: [4, 248, 208, 287]
pachisha-item-2: କୋରାପୁଟରେ ଗାଡ଼ିର ଧକ୍କାରେ ମଣିଷ ଜଣରେ ୧୨୪ ଜଣଙ୍କ ମୃତ୍ୟୁ ।: [1178, 1531, 1452, 1543]
sudoku-solution-cell: 2: [1450, 2171, 1468, 2185]
sudoku-cell[interactable]: [1194, 1752, 1224, 1782]
column-divider: [335, 904, 336, 1584]
article-prashasan-heading: ପ୍ରଶାସନ ସଚେତନ ରହୁ: [4, 302, 233, 331]
contact-line-1: ପାଠକ ଶ୍ରେଷ୍ଠ ବିଚାରକ ସ୍ତମ୍ଭ ପାଇଁ ଲେଖା ପଠାଇବାର ଠିକଣା :: [1184, 1221, 1478, 1235]
sudoku-solution-cell: 6: [1327, 2143, 1345, 2157]
sudoku-solution-cell: 4: [1380, 2115, 1398, 2129]
sudoku-cell[interactable]: [1371, 1811, 1401, 1841]
sudoku-cell[interactable]: 3: [1283, 1929, 1313, 1959]
sudoku-solution-cell: 7: [1450, 2115, 1468, 2129]
sudoku-solution-cell: 4: [1362, 2157, 1380, 2171]
sudoku-solution-cell: 4: [1415, 2143, 1433, 2157]
sudoku-cell[interactable]: [1312, 1811, 1342, 1841]
